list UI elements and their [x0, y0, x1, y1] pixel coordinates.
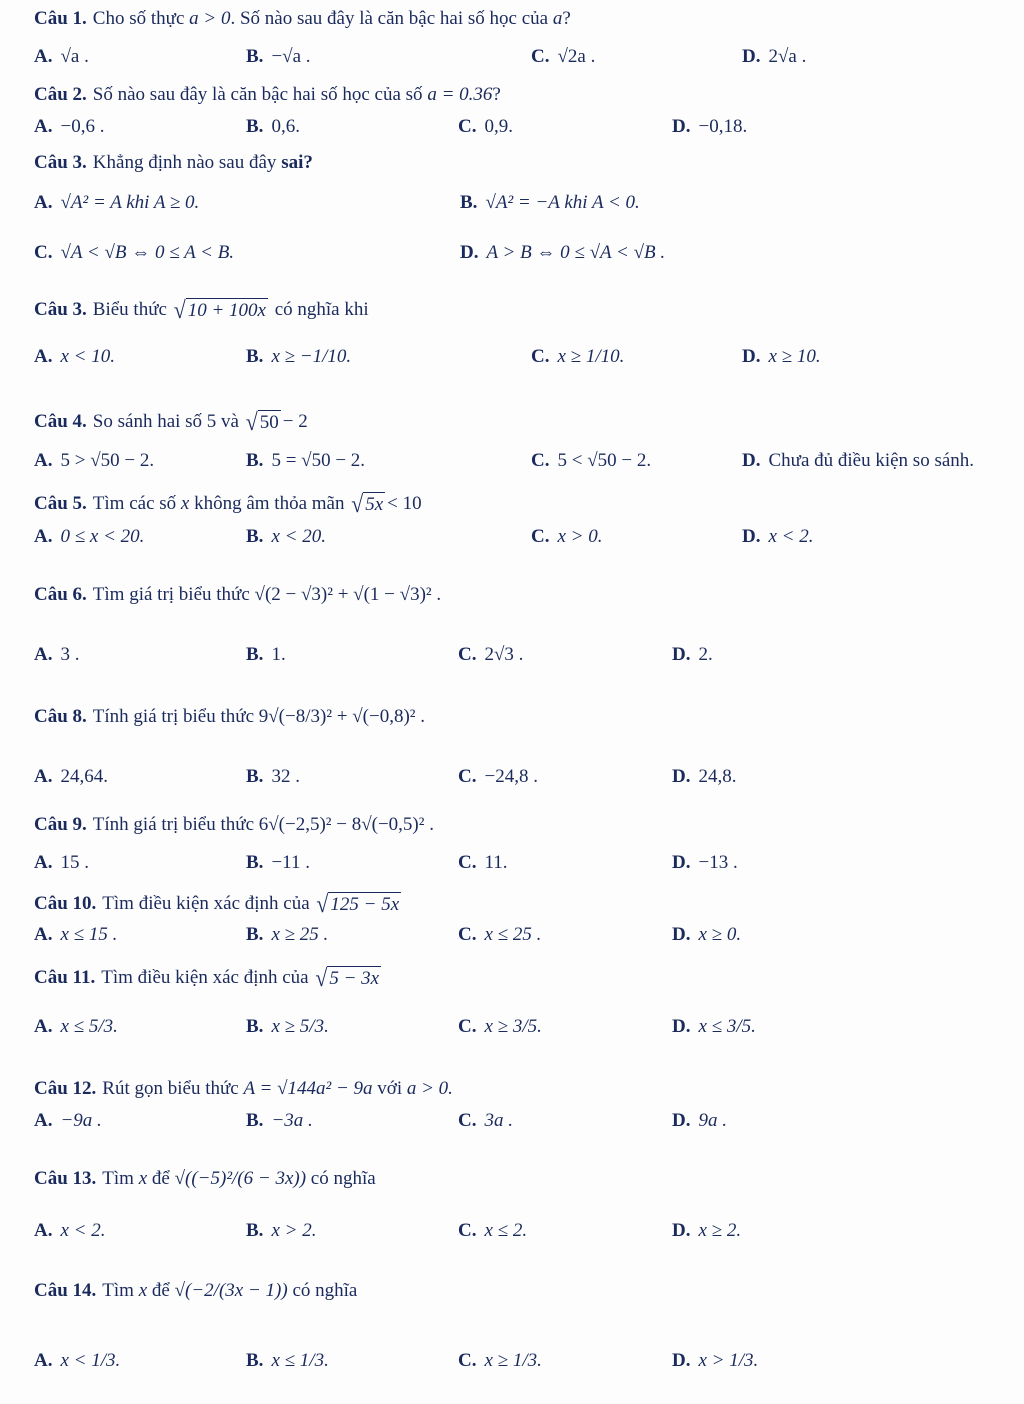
question-number: Câu 11.: [34, 967, 96, 988]
radical-expression: √ 10 + 100x: [173, 296, 266, 324]
option-a[interactable]: A. x < 1/3.: [34, 1350, 121, 1371]
option-a[interactable]: A. 3 .: [34, 644, 80, 665]
options-row-4: [0, 346, 1024, 386]
option-d[interactable]: D. x < 2.: [742, 526, 814, 547]
option-d[interactable]: D. 9a .: [672, 1110, 727, 1131]
variable: x: [138, 1280, 148, 1301]
question-stem-tail: với: [377, 1078, 403, 1099]
option-text: x ≥ 25 .: [271, 924, 329, 945]
option-b[interactable]: B. −3a .: [246, 1110, 313, 1131]
question-stem: So sánh hai số 5 và: [92, 411, 239, 432]
option-b[interactable]: B. x ≤ 1/3.: [246, 1350, 329, 1371]
option-text: x ≤ 25 .: [484, 924, 542, 945]
option-c[interactable]: C. x ≥ 1/10.: [531, 346, 625, 367]
option-text: 15 .: [60, 852, 89, 873]
option-b[interactable]: B. x < 20.: [246, 526, 326, 547]
option-b[interactable]: B. 1.: [246, 644, 286, 665]
option-text: 32 .: [271, 766, 300, 787]
option-c[interactable]: C. x ≤ 2.: [458, 1220, 528, 1241]
math-expression: 6√(−2,5)² − 8√(−0,5)² .: [258, 814, 434, 835]
options-row-6: [0, 526, 1024, 566]
option-text: x < 10.: [60, 346, 115, 367]
option-c[interactable]: C. x ≥ 1/3.: [458, 1350, 542, 1371]
option-b[interactable]: B. 0,6.: [246, 116, 300, 137]
option-c[interactable]: C. 5 < √50 − 2.: [531, 450, 652, 471]
option-text: x ≥ 0.: [698, 924, 742, 945]
option-text: 3 .: [60, 644, 80, 665]
option-b[interactable]: B. −√a .: [246, 46, 311, 67]
question-stem-tail: có nghĩa khi: [274, 299, 369, 320]
option-text: 5 = √50 − 2.: [271, 450, 366, 471]
option-text: √A < √B ⇔ 0 ≤ A < B.: [60, 242, 235, 263]
question-6: [34, 584, 441, 606]
question-5: [34, 492, 422, 516]
options-row-1: [0, 46, 1024, 86]
option-text: x > 1/3.: [698, 1350, 759, 1371]
option-text: x < 2.: [60, 1220, 106, 1241]
question-number: Câu 5.: [34, 493, 87, 514]
option-text: √a .: [60, 46, 89, 67]
option-text: −11 .: [271, 852, 310, 873]
option-text: −9a .: [60, 1110, 102, 1131]
question-stem: Tìm các số: [92, 493, 177, 514]
question-end: ?: [562, 8, 571, 29]
question-number: Câu 14.: [34, 1280, 97, 1301]
option-c[interactable]: C. x ≥ 3/5.: [458, 1016, 542, 1037]
option-c[interactable]: C. x > 0.: [531, 526, 603, 547]
option-a[interactable]: A. −9a .: [34, 1110, 102, 1131]
option-text: x ≥ 3/5.: [484, 1016, 542, 1037]
option-text: x ≥ 1/10.: [557, 346, 625, 367]
option-text: √A² = A khi A ≥ 0.: [60, 192, 200, 213]
question-stem-tail: không âm thỏa mãn: [194, 493, 345, 514]
question-stem-tail: − 2: [282, 411, 308, 432]
question-8: [34, 706, 425, 728]
option-d[interactable]: D. x ≥ 2.: [672, 1220, 742, 1241]
option-d[interactable]: D. 2√a .: [742, 46, 807, 67]
option-a[interactable]: A. −0,6 .: [34, 116, 105, 137]
option-a[interactable]: A. √a .: [34, 46, 89, 67]
option-text: √2a .: [557, 46, 596, 67]
option-text: 9a .: [698, 1110, 727, 1131]
radical-expression: √ 5x: [351, 490, 384, 518]
question-end: ?: [492, 84, 501, 105]
options-row-10: [0, 924, 1024, 964]
question-stem-tail: . Số nào sau đây là căn bậc hai số học của: [230, 8, 549, 29]
radical-expression: √ 125 − 5x: [316, 890, 400, 918]
question-stem: Tính giá trị biểu thức: [92, 814, 254, 835]
question-4: [34, 410, 308, 434]
question-stem: Tính giá trị biểu thức: [92, 706, 254, 727]
option-text: 0,6.: [271, 116, 300, 137]
option-text: x > 2.: [271, 1220, 317, 1241]
option-a[interactable]: A. x < 2.: [34, 1220, 106, 1241]
option-text: −√a .: [271, 46, 311, 67]
option-text: x ≥ 10.: [768, 346, 821, 367]
option-text: 2√3 .: [484, 644, 524, 665]
question-number: Câu 1.: [34, 8, 87, 29]
option-d[interactable]: D. A > B ⇔ 0 ≤ √A < √B .: [460, 242, 666, 263]
question-end: < 10: [387, 493, 422, 514]
options-row-11: [0, 1016, 1024, 1056]
option-text: x < 20.: [271, 526, 326, 547]
option-b[interactable]: B. −11 .: [246, 852, 310, 873]
option-text: x < 2.: [768, 526, 814, 547]
option-a[interactable]: A. 15 .: [34, 852, 89, 873]
option-c[interactable]: C. −24,8 .: [458, 766, 538, 787]
option-c[interactable]: C. √2a .: [531, 46, 596, 67]
option-c[interactable]: C. x ≤ 25 .: [458, 924, 542, 945]
options-row-7: [0, 644, 1024, 684]
question-number: Câu 10.: [34, 893, 97, 914]
math-expression: A = √144a² − 9a: [243, 1078, 373, 1099]
option-d[interactable]: D. Chưa đủ điều kiện so sánh.: [742, 450, 975, 471]
question-stem: Tìm: [102, 1168, 134, 1189]
question-3: [34, 152, 313, 174]
math-expression: √(2 − √3)² + √(1 − √3)² .: [254, 584, 442, 605]
option-text: 3a .: [484, 1110, 513, 1131]
option-d[interactable]: D. x > 1/3.: [672, 1350, 759, 1371]
question-emphasis: sai?: [281, 152, 313, 173]
question-stem: Rút gọn biểu thức: [102, 1078, 239, 1099]
option-text: −0,6 .: [60, 116, 105, 137]
option-text: 2√a .: [768, 46, 807, 67]
question-stem-tail: có nghĩa: [310, 1168, 376, 1189]
question-stem: Tìm điều kiện xác định của: [101, 967, 309, 988]
question-12: [34, 1078, 453, 1100]
option-text: 24,8.: [698, 766, 737, 787]
option-d[interactable]: D. x ≤ 3/5.: [672, 1016, 756, 1037]
option-a[interactable]: A. 24,64.: [34, 766, 108, 787]
question-13: [34, 1168, 376, 1190]
question-stem-mid: để: [151, 1280, 170, 1301]
question-number: Câu 12.: [34, 1078, 97, 1099]
option-text: x ≥ 5/3.: [271, 1016, 329, 1037]
options-row-8: [0, 766, 1024, 806]
option-text: −0,18.: [698, 116, 748, 137]
question-stem-mid: để: [151, 1168, 170, 1189]
option-text: A > B ⇔ 0 ≤ √A < √B .: [486, 242, 666, 263]
option-a[interactable]: A. x ≤ 5/3.: [34, 1016, 118, 1037]
option-text: x ≥ −1/10.: [271, 346, 352, 367]
question-number: Câu 3.: [34, 152, 87, 173]
option-text: 0,9.: [484, 116, 513, 137]
option-d[interactable]: D. 24,8.: [672, 766, 737, 787]
option-text: 24,64.: [60, 766, 108, 787]
question-stem: Khẳng định nào sau đây: [92, 152, 277, 173]
math-expression: 9√(−8/3)² + √(−0,8)² .: [258, 706, 425, 727]
option-text: x > 0.: [557, 526, 603, 547]
question-stem: Tìm: [102, 1280, 134, 1301]
question-1: [34, 8, 571, 30]
options-row-5: [0, 450, 1024, 490]
option-text: −3a .: [271, 1110, 313, 1131]
options-row-9: [0, 852, 1024, 892]
option-a[interactable]: A. x < 10.: [34, 346, 115, 367]
option-b[interactable]: B. 32 .: [246, 766, 300, 787]
option-b[interactable]: B. 5 = √50 − 2.: [246, 450, 366, 471]
option-text: x ≤ 2.: [484, 1220, 528, 1241]
question-number: Câu 2.: [34, 84, 87, 105]
option-text: √A² = −A khi A < 0.: [485, 192, 640, 213]
option-text: x ≤ 5/3.: [60, 1016, 118, 1037]
option-d[interactable]: D. −0,18.: [672, 116, 748, 137]
option-a[interactable]: A. √A² = A khi A ≥ 0.: [34, 192, 200, 213]
option-text: 0 ≤ x < 20.: [60, 526, 145, 547]
options-row-12: [0, 1110, 1024, 1150]
question-9: [34, 814, 434, 836]
options-row-3b: [0, 242, 1024, 282]
question-number: Câu 4.: [34, 411, 87, 432]
question-number: Câu 9.: [34, 814, 87, 835]
option-c[interactable]: C. 3a .: [458, 1110, 513, 1131]
options-row-2: [0, 116, 1024, 156]
condition: a > 0.: [406, 1078, 453, 1099]
option-d[interactable]: D. 2.: [672, 644, 713, 665]
options-row-3a: [0, 192, 1024, 232]
question-stem: Tìm điều kiện xác định của: [102, 893, 310, 914]
question-14: [34, 1280, 357, 1302]
option-text: x ≤ 3/5.: [698, 1016, 756, 1037]
option-d[interactable]: D. −13 .: [672, 852, 738, 873]
question-number: Câu 6.: [34, 584, 87, 605]
option-text: x ≥ 1/3.: [484, 1350, 542, 1371]
option-a[interactable]: A. x ≤ 15 .: [34, 924, 118, 945]
option-b[interactable]: B. x > 2.: [246, 1220, 317, 1241]
question-11: [34, 966, 383, 990]
options-row-13: [0, 1220, 1024, 1260]
option-d[interactable]: D. x ≥ 10.: [742, 346, 821, 367]
condition: a = 0.36: [427, 84, 493, 105]
option-text: 5 < √50 − 2.: [557, 450, 652, 471]
option-text: −24,8 .: [484, 766, 538, 787]
option-text: 2.: [698, 644, 713, 665]
option-b[interactable]: B. x ≥ 25 .: [246, 924, 329, 945]
question-10: [34, 892, 403, 916]
question-3b: [34, 298, 369, 322]
option-a[interactable]: A. 0 ≤ x < 20.: [34, 526, 145, 547]
option-b[interactable]: B. x ≥ −1/10.: [246, 346, 352, 367]
option-b[interactable]: B. x ≥ 5/3.: [246, 1016, 329, 1037]
question-stem: Cho số thực: [92, 8, 185, 29]
option-text: x ≤ 15 .: [60, 924, 118, 945]
option-text: Chưa đủ điều kiện so sánh.: [768, 450, 975, 471]
question-number: Câu 13.: [34, 1168, 97, 1189]
option-text: x ≤ 1/3.: [271, 1350, 329, 1371]
condition: a > 0: [189, 8, 231, 29]
variable: x: [138, 1168, 148, 1189]
variable: x: [180, 493, 190, 514]
variable: a: [552, 8, 563, 29]
option-c[interactable]: C. 2√3 .: [458, 644, 524, 665]
question-stem: Tìm giá trị biểu thức: [92, 584, 250, 605]
question-number: Câu 8.: [34, 706, 87, 727]
option-text: −13 .: [698, 852, 738, 873]
option-c[interactable]: C. 0,9.: [458, 116, 513, 137]
option-text: 1.: [271, 644, 286, 665]
option-text: 11.: [484, 852, 508, 873]
question-number: Câu 3.: [34, 299, 87, 320]
option-d[interactable]: D. x ≥ 0.: [672, 924, 742, 945]
options-row-14: [0, 1350, 1024, 1390]
option-text: x ≥ 2.: [698, 1220, 742, 1241]
option-c[interactable]: C. 11.: [458, 852, 508, 873]
question-stem-tail: có nghĩa: [292, 1280, 358, 1301]
option-text: x < 1/3.: [60, 1350, 121, 1371]
question-stem: Biểu thức: [92, 299, 167, 320]
question-stem: Số nào sau đây là căn bậc hai số học của số: [92, 84, 423, 105]
option-text: 5 > √50 − 2.: [60, 450, 155, 471]
math-expression: √((−5)²/(6 − 3x)): [174, 1168, 307, 1189]
option-b[interactable]: B. √A² = −A khi A < 0.: [460, 192, 640, 213]
math-expression: √(−2/(3x − 1)): [174, 1280, 288, 1301]
question-2: [34, 84, 501, 106]
option-a[interactable]: A. 5 > √50 − 2.: [34, 450, 155, 471]
radical-expression: √ 5 − 3x: [315, 964, 380, 992]
option-c[interactable]: C. √A < √B ⇔ 0 ≤ A < B.: [34, 242, 235, 263]
radical-expression: √ 50: [245, 408, 279, 436]
